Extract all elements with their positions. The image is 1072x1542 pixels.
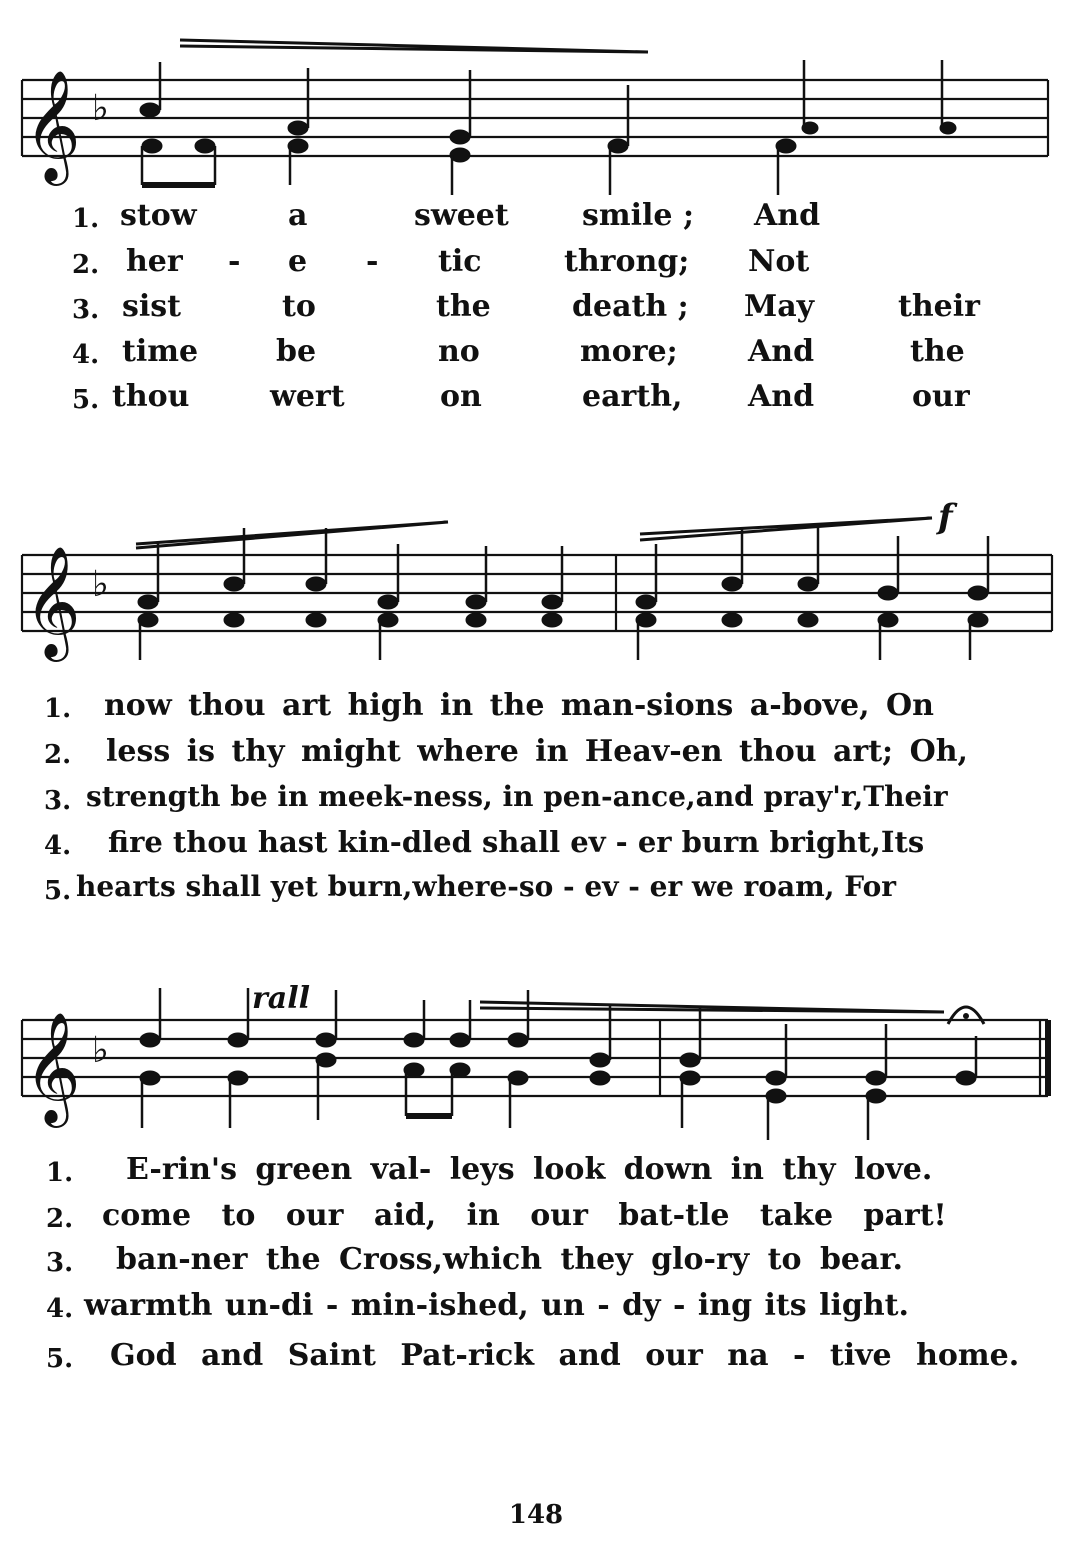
staff-system-3 <box>0 980 1072 1160</box>
verse-number: 1. <box>72 204 100 234</box>
decrescendo-hairpin <box>480 1002 944 1012</box>
lyric-text: hearts shall yet burn,where-so - ev - er we roam, For <box>76 870 897 903</box>
syllable: And <box>754 198 821 233</box>
verse-number: 3. <box>46 1248 74 1278</box>
syllable: on <box>440 379 482 414</box>
lyric-line <box>0 244 1072 284</box>
verse-number: 1. <box>44 694 72 724</box>
lyric-line <box>0 870 1072 910</box>
syllable: sweet <box>414 198 509 233</box>
lyric-line <box>0 1152 1072 1192</box>
lyric-text: fire thou hast kin-dled shall ev - er burn bright,Its <box>108 825 925 859</box>
lyric-line <box>0 780 1072 820</box>
lyric-text: strength be in meek-ness, in pen-ance,and pray'r,Their <box>86 780 948 813</box>
decrescendo-hairpin <box>180 40 648 52</box>
flat-icon: ♭ <box>92 564 109 605</box>
syllable: more; <box>580 334 678 369</box>
lyric-text: God and Saint Pat-rick and our na - tive home. <box>110 1338 1020 1373</box>
verse-number: 3. <box>72 295 100 325</box>
syllable: the <box>436 289 491 324</box>
verse-number: 2. <box>46 1204 74 1234</box>
flat-icon: ♭ <box>92 1030 109 1071</box>
verse-number: 1. <box>46 1158 74 1188</box>
verse-number: 3. <box>44 786 72 816</box>
syllable: May <box>744 289 815 324</box>
decrescendo-hairpin <box>640 518 932 540</box>
flat-icon: ♭ <box>92 88 109 129</box>
verse-number: 4. <box>72 340 100 370</box>
lyric-line <box>0 688 1072 728</box>
lyric-line <box>0 825 1072 865</box>
decrescendo-hairpin <box>136 522 448 548</box>
syllable: wert <box>270 379 345 414</box>
lyric-text: come to our aid, in our bat-tle take part! <box>102 1198 947 1233</box>
syllable: time <box>122 334 199 369</box>
rall-tempo-mark: rall <box>252 981 311 1016</box>
lyric-line <box>0 1242 1072 1282</box>
lyric-text: warmth un-di - min-ished, un - dy - ing its light. <box>84 1288 909 1323</box>
syllable: no <box>438 334 480 369</box>
lyric-text: now thou art high in the man-sions a-bove, On <box>104 688 934 723</box>
verse-number: 2. <box>72 250 100 280</box>
lyric-line <box>0 734 1072 774</box>
page-number: 148 <box>508 1500 564 1530</box>
staff-system-1 <box>0 0 1072 210</box>
syllable: And <box>748 379 815 414</box>
verse-number: 4. <box>46 1294 74 1324</box>
staff-system-2 <box>0 500 1072 690</box>
syllable: e <box>288 244 308 279</box>
lyric-line <box>0 1288 1072 1328</box>
lyric-text: less is thy might where in Heav-en thou art; Oh, <box>106 734 968 769</box>
treble-clef-icon: 𝄞 <box>24 545 81 657</box>
verse-number: 5. <box>46 1344 74 1374</box>
syllable: tic <box>438 244 482 279</box>
verse-number: 2. <box>44 740 72 770</box>
syllable: their <box>898 289 980 324</box>
syllable: sist <box>122 289 182 324</box>
forte-dynamic: f <box>938 500 953 537</box>
syllable: death ; <box>572 289 689 324</box>
lyric-text: E-rin's green val- leys look down in thy love. <box>126 1152 933 1187</box>
lyric-line <box>0 198 1072 238</box>
lyric-line <box>0 1338 1072 1378</box>
verse-number: 5. <box>72 385 100 415</box>
lyric-line <box>0 334 1072 374</box>
treble-clef-icon: 𝄞 <box>24 69 81 181</box>
syllable: the <box>910 334 965 369</box>
syllable: thou <box>112 379 190 414</box>
lyric-line <box>0 1198 1072 1238</box>
syllable: our <box>912 379 970 414</box>
lyric-line <box>0 289 1072 329</box>
syllable: - <box>366 244 379 279</box>
syllable: a <box>288 198 308 233</box>
syllable: to <box>282 289 316 324</box>
syllable: - <box>228 244 241 279</box>
verse-number: 4. <box>44 831 72 861</box>
syllable: be <box>276 334 317 369</box>
syllable: her <box>126 244 183 279</box>
syllable: smile ; <box>582 198 695 233</box>
syllable: And <box>748 334 815 369</box>
syllable: throng; <box>564 244 690 279</box>
verse-number: 5. <box>44 876 72 906</box>
lyric-text: ban-ner the Cross,which they glo-ry to bear. <box>116 1242 903 1277</box>
treble-clef-icon: 𝄞 <box>24 1011 81 1123</box>
lyric-line <box>0 379 1072 419</box>
syllable: stow <box>120 198 197 233</box>
syllable: Not <box>748 244 810 279</box>
syllable: earth, <box>582 379 683 414</box>
